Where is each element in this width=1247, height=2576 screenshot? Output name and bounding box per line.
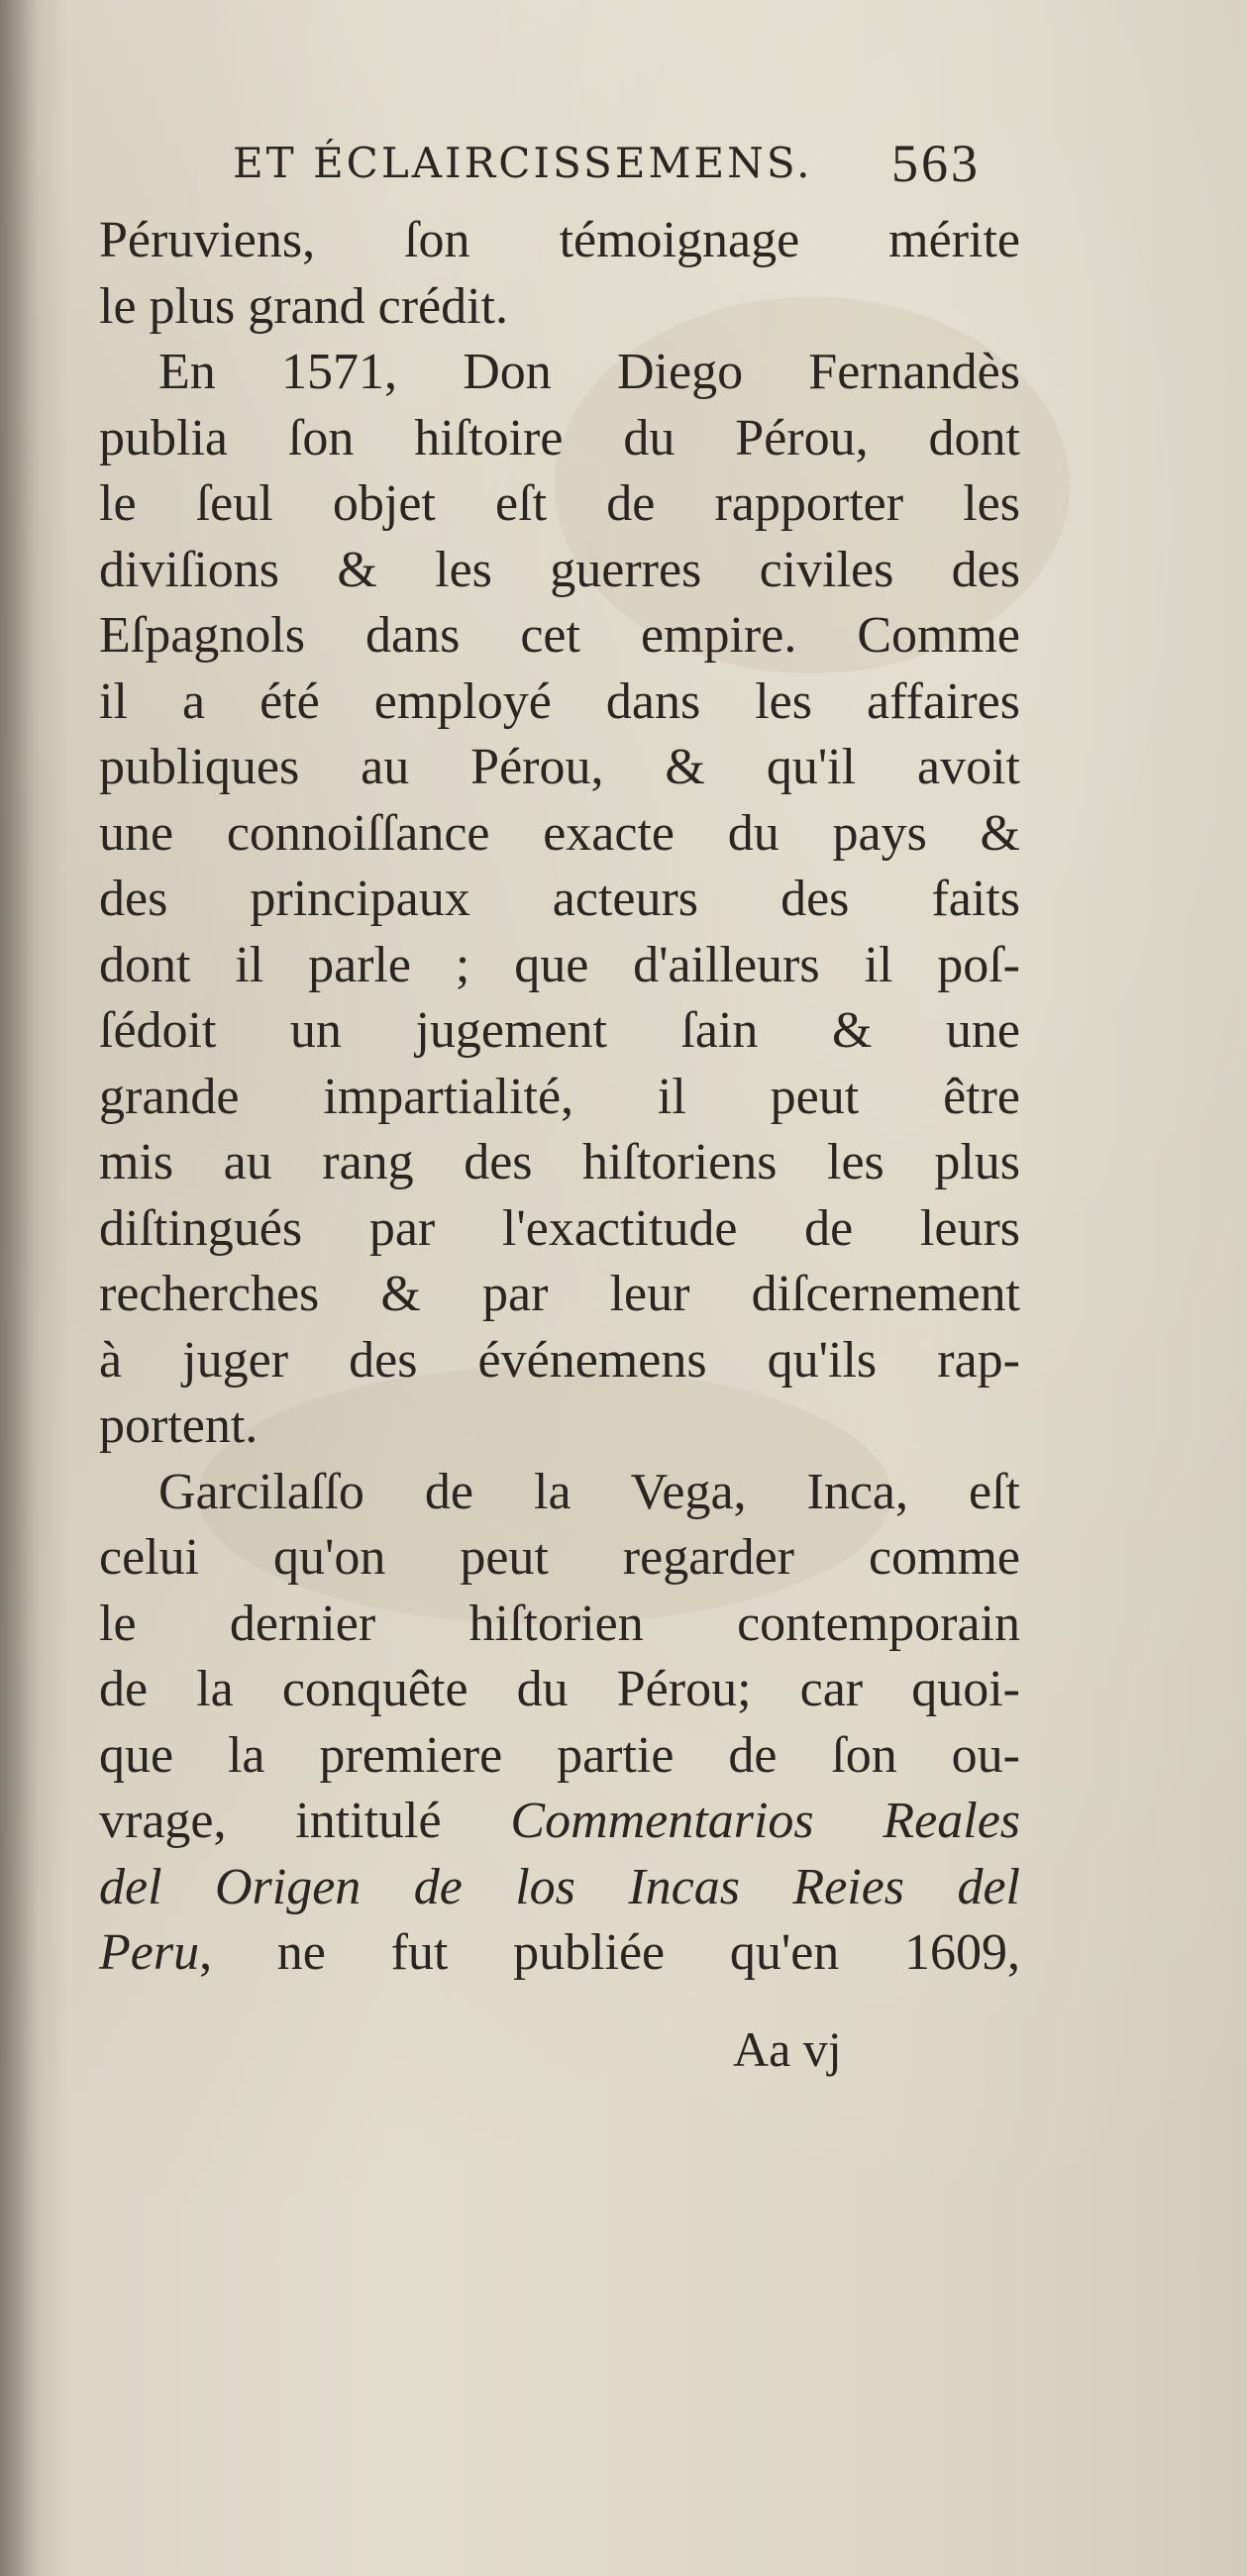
text-line <box>99 1789 1020 1855</box>
italic-title: Commentarios Reales <box>510 1793 1021 1849</box>
running-header <box>99 134 1020 208</box>
text-line: de la conquête du Pérou; car quoi- <box>99 1661 1020 1717</box>
text-line: publia ſon hiſtoire du Pérou, dont <box>99 409 1020 466</box>
text-line: le dernier hiſtorien contemporain <box>99 1595 1020 1652</box>
text-line: Eſpagnols dans cet empire. Comme <box>99 607 1020 664</box>
text-line: grande impartialité, il peut être <box>99 1068 1020 1125</box>
italic-title: Peru <box>99 1924 200 1981</box>
text-line <box>99 1920 1020 1987</box>
running-title: ET ÉCLAIRCISSEMENS. <box>233 139 813 187</box>
text-line: diviſions & les guerres civiles des <box>99 541 1020 598</box>
text-line: Garcilaſſo de la Vega, Inca, eſt <box>158 1463 1020 1520</box>
page-number: 563 <box>891 134 981 193</box>
text-line: le plus grand crédit. <box>99 277 508 335</box>
text-line: des principaux acteurs des faits <box>99 871 1020 927</box>
signature-mark: Aa vj <box>733 2021 842 2077</box>
text-span: vrage, intitulé <box>99 1793 442 1849</box>
text-line: le ſeul objet eſt de rapporter les <box>99 475 1020 532</box>
text-line: Péruviens, ſon témoignage mérite <box>99 212 1020 268</box>
text-line: ſédoit un jugement ſain & une <box>99 1002 1020 1059</box>
text-line: publiques au Pérou, & qu'il avoit <box>99 739 1020 795</box>
page-gutter-shadow <box>0 0 40 2576</box>
text-line: une connoiſſance exacte du pays & <box>99 804 1020 862</box>
text-span: , ne fut publiée qu'en 1609, <box>199 1924 1020 1981</box>
text-line: il a été employé dans les affaires <box>99 672 1020 730</box>
text-line: diſtingués par l'exactitude de leurs <box>99 1199 1020 1257</box>
text-line: à juger des événemens qu'ils rap- <box>99 1331 1020 1389</box>
text-line: que la premiere partie de ſon ou- <box>99 1726 1020 1784</box>
text-block <box>99 134 1021 1987</box>
italic-title: del Origen de los Incas Reies del <box>99 1858 1020 1915</box>
text-line: recherches & par leur diſcernement <box>99 1266 1020 1322</box>
text-line: mis au rang des hiſtoriens les plus <box>99 1134 1020 1190</box>
text-line: portent. <box>99 1397 259 1454</box>
text-line: En 1571, Don Diego Fernandès <box>158 344 1020 400</box>
text-line <box>99 1855 1020 1921</box>
text-line: celui qu'on peut regarder comme <box>99 1529 1020 1586</box>
text-line: dont il parle ; que d'ailleurs il poſ- <box>99 936 1020 993</box>
